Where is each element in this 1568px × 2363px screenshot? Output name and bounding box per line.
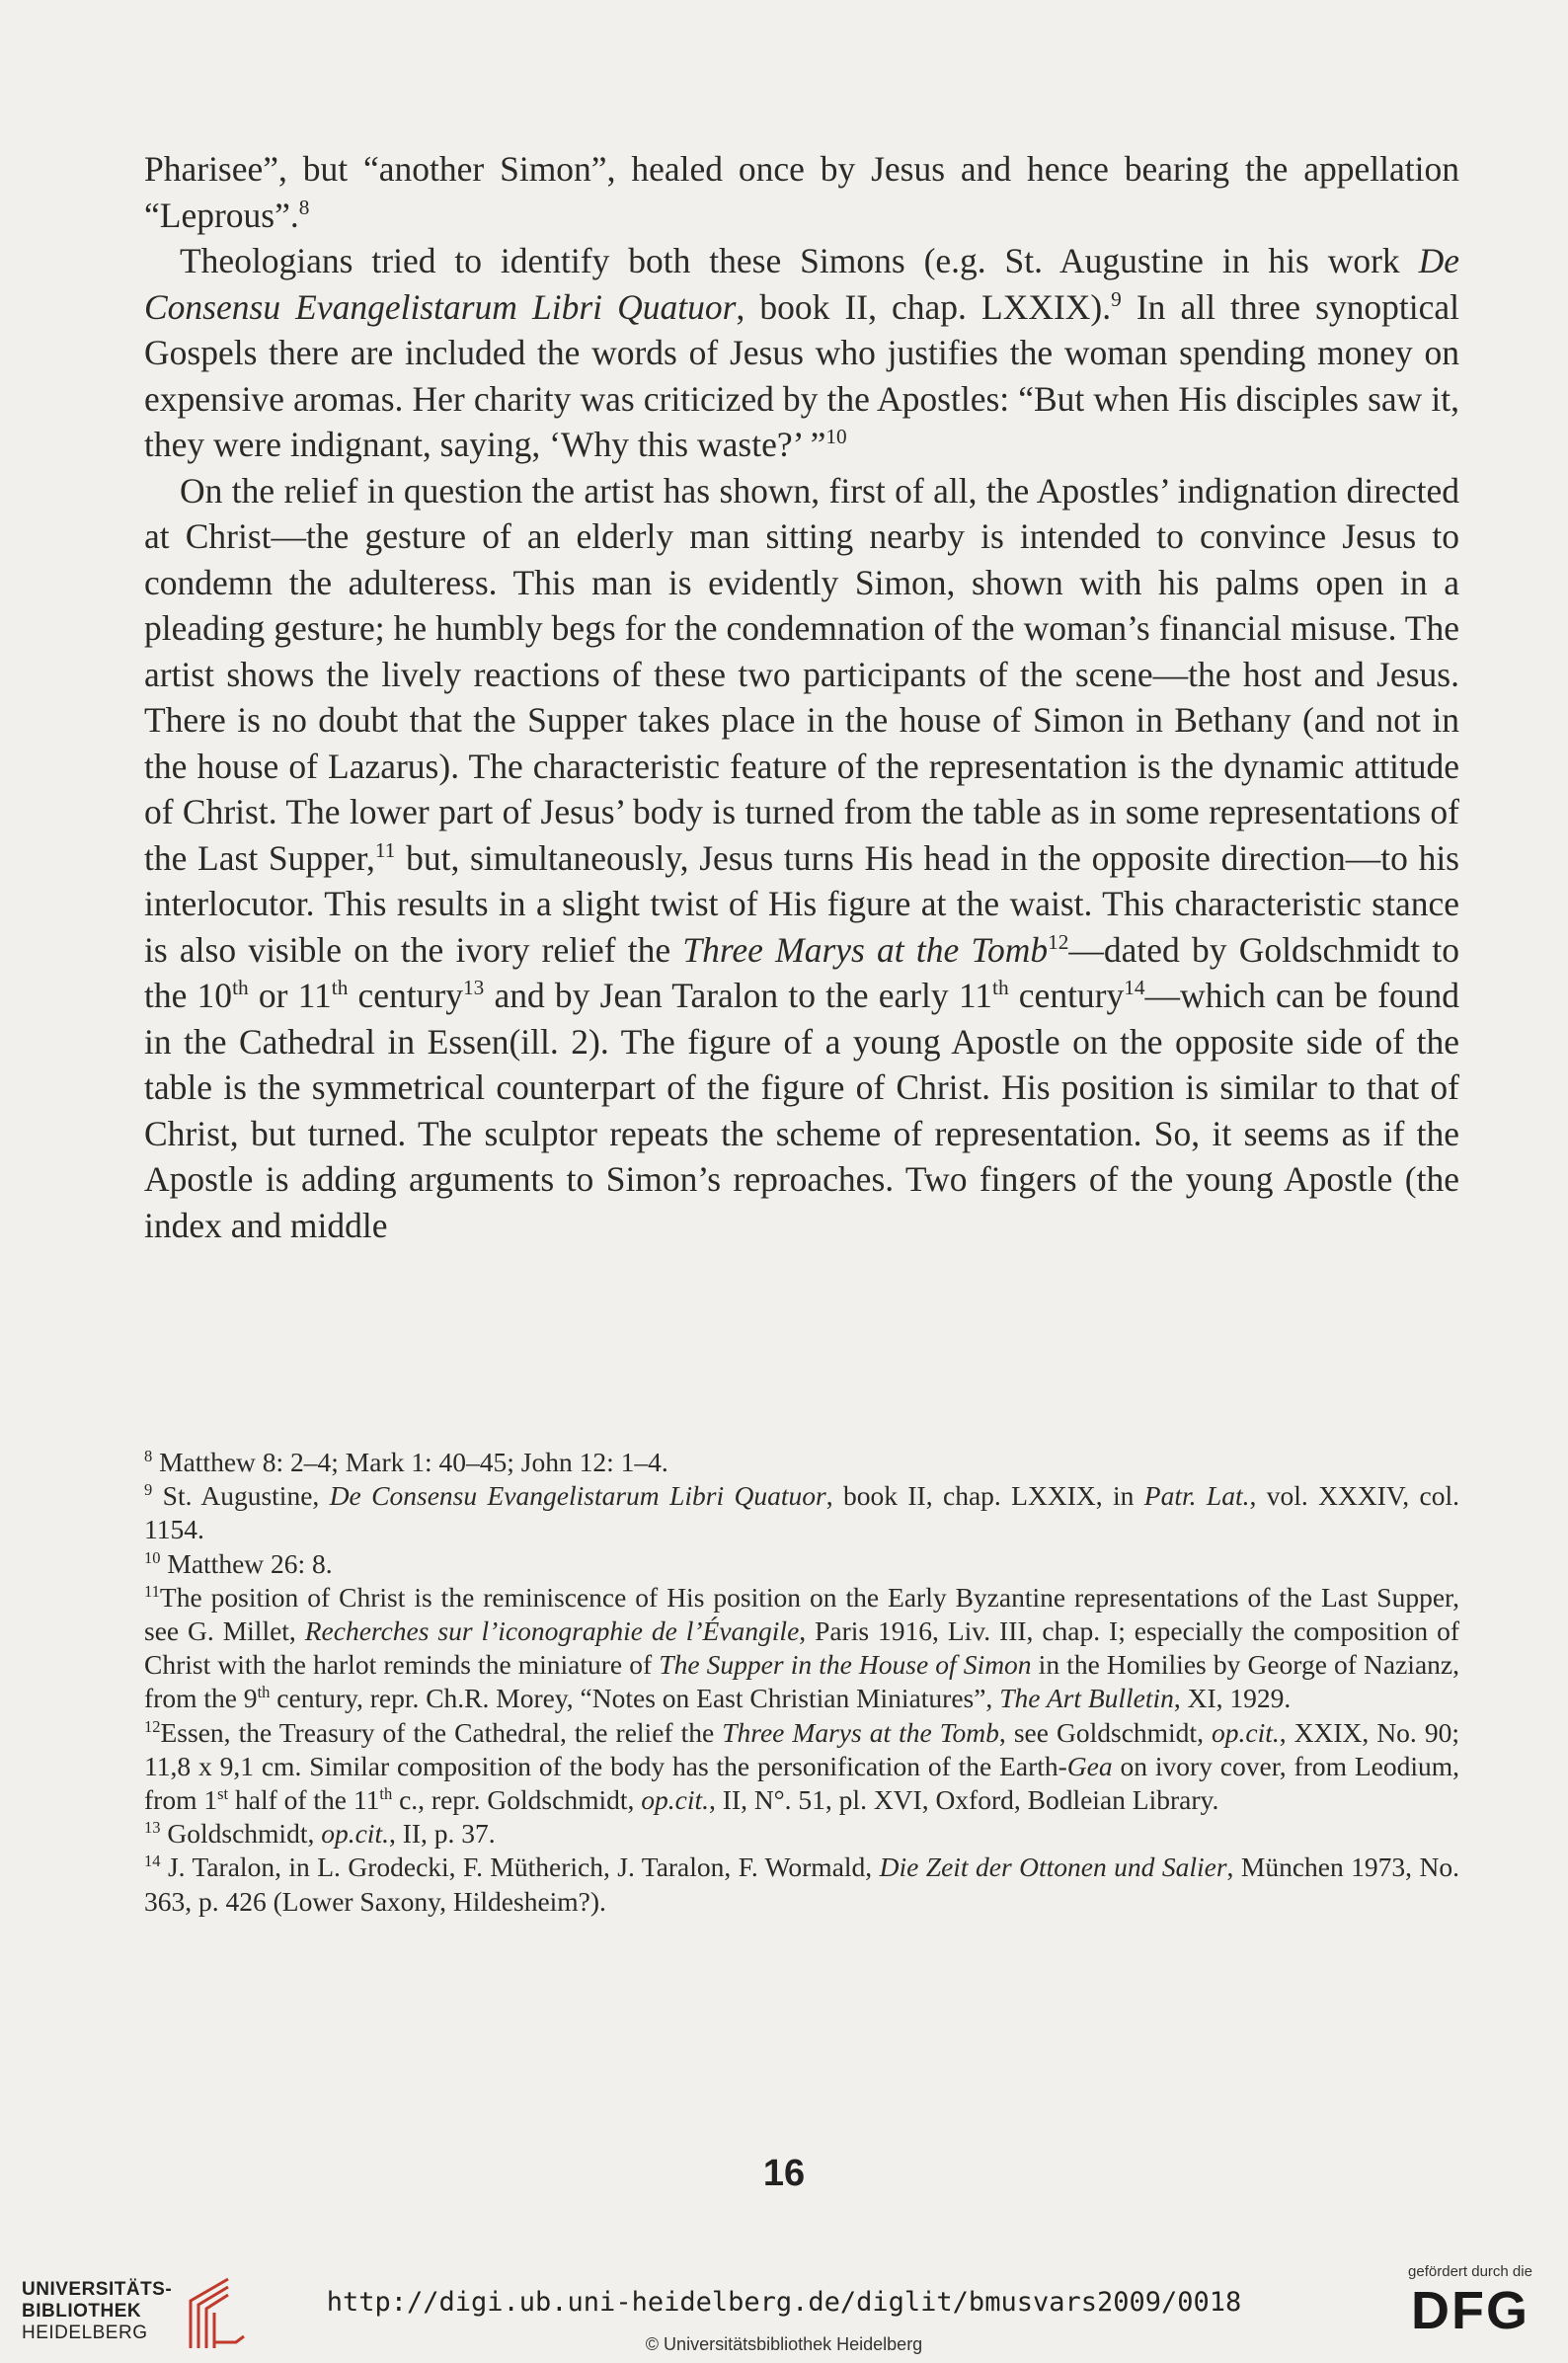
footnote-text: Goldschmidt, <box>160 1818 322 1850</box>
footnote-14 <box>144 1851 1459 1918</box>
work-title: Patr. Lat. <box>1143 1480 1250 1512</box>
footnote-text: in the Homilies by George of Nazianz, from the 9 <box>144 1649 1459 1714</box>
footnote-text: The position of Christ is the reminiscence of His position on the Early Byzantine representations of the Last Supper, see G. Millet, <box>144 1581 1459 1647</box>
footnote-number: 9 <box>144 1480 153 1500</box>
footnote-ref-10[interactable]: 10 <box>825 425 847 449</box>
relief-title: Three Marys at the Tomb <box>682 929 1049 970</box>
footnote-text: , München 1973, No. 363, p. 426 (Lower Saxony, Hildesheim?). <box>144 1851 1459 1917</box>
op-cit: op.cit. <box>321 1818 389 1850</box>
footnote-text: St. Augustine, <box>152 1480 330 1512</box>
footnote-text: , Paris 1916, Liv. III, chap. I; especially the composition of Christ with the harlot reminds the miniature of <box>144 1615 1459 1681</box>
permalink[interactable]: http://digi.ub.uni-heidelberg.de/diglit/bmusvars2009/0018 <box>326 2287 1242 2318</box>
digitization-footer <box>0 2251 1568 2363</box>
paragraph-1-text: Pharisee”, but “another Simon”, healed once by Jesus and hence bearing the appellation “Leprous”. <box>144 149 1459 235</box>
footnote-text: , II, p. 37. <box>388 1818 496 1850</box>
footnote-ref-12[interactable]: 12 <box>1048 929 1069 954</box>
library-line-1: UNIVERSITÄTS- <box>22 2279 173 2300</box>
footnote-12 <box>144 1716 1459 1818</box>
paragraph-1 <box>144 146 1459 238</box>
footnote-13 <box>144 1817 1459 1851</box>
op-cit: op.cit. <box>641 1784 709 1816</box>
copyright-notice: © Universitätsbibliothek Heidelberg <box>645 2334 923 2354</box>
paragraph-3-text-b: but, simultaneously, Jesus turns His head in the opposite direction—to his interlocutor. This results in a slight twist of His figure at the waist. This characteristic stance is also visible on the ivory relief the <box>144 837 1459 970</box>
footnote-ref-13[interactable]: 13 <box>463 976 485 1000</box>
ordinal-suffix: th <box>379 1783 393 1803</box>
footnote-8 <box>144 1446 1459 1479</box>
library-line-3: HEIDELBERG <box>22 2323 148 2343</box>
op-cit: op.cit. <box>1212 1716 1280 1748</box>
main-text <box>144 146 1459 1248</box>
paragraph-2-text-a: Theologians tried to identify both these Simons (e.g. St. Augustine in his work <box>180 241 1419 280</box>
ordinal-suffix: st <box>217 1783 229 1803</box>
footnote-9 <box>144 1479 1459 1546</box>
paragraph-3-text-e: century <box>348 976 463 1015</box>
paragraph-2-text-c: In all three synoptical Gospels there are included the words of Jesus who justifies the woman spending money on expensive aromas. Her charity was criticized by the Apostles: “But when His disciples saw it, they were indignant, saying, ‘Why this waste?’ ” <box>144 286 1459 464</box>
footnote-11 <box>144 1581 1459 1716</box>
footnote-text: , see Goldschmidt, <box>998 1716 1212 1748</box>
work-title: Die Zeit der Ottonen und Salier <box>879 1851 1227 1883</box>
paragraph-3-text-h: —which can be found in the Cathedral in Essen(ill. 2). The figure of a young Apostle on the opposite side of the table is the symmetrical counterpart of the figure of Christ. His position is similar to that of Christ, but turned. The sculptor repeats the scheme of representation. So, it seems as if the Apostle is adding arguments to Simon’s reproaches. Two fingers of the young Apostle (the index and middle <box>144 976 1459 1245</box>
footnote-text: , XXIX, No. 90; 11,8 x 9,1 cm. Similar composition of the body has the personification of the Earth- <box>144 1716 1459 1781</box>
ordinal-suffix: th <box>331 976 349 1000</box>
footnote-ref-8[interactable]: 8 <box>298 195 310 219</box>
footnotes <box>144 1446 1459 1919</box>
footnote-text: century, repr. Ch.R. Morey, “Notes on East Christian Miniatures”, <box>270 1683 1000 1714</box>
paragraph-3 <box>144 468 1459 1249</box>
footnote-text: , book II, chap. LXXIX, in <box>825 1480 1144 1512</box>
dfg-caption: gefördert durch die <box>1408 2263 1532 2280</box>
footnote-number: 11 <box>144 1581 160 1601</box>
work-title: De Consensu Evangelistarum Libri Quatuor <box>144 241 1459 327</box>
work-title: The Supper in the House of Simon <box>659 1649 1032 1681</box>
footnote-ref-9[interactable]: 9 <box>1111 286 1122 311</box>
footnote-text: c., repr. Goldschmidt, <box>392 1784 642 1816</box>
paragraph-2 <box>144 238 1459 468</box>
paragraph-3-text-d: or 11 <box>248 976 332 1015</box>
footnote-number: 13 <box>144 1818 161 1838</box>
footnote-10 <box>144 1547 1459 1581</box>
paragraph-3-text-a: On the relief in question the artist has shown, first of all, the Apostles’ indignation directed at Christ—the gesture of an elderly man sitting nearby is intended to convince Jesus to condemn the adulteress. This man is evidently Simon, shown with his palms open in a pleading gesture; he humbly begs for the condemnation of the woman’s financial misuse. The artist shows the lively reactions of these two participants of the scene—the host and Jesus. There is no doubt that the Supper takes place in the house of Simon in Bethany (and not in the house of Lazarus). The characteristic feature of the representation is the dynamic attitude of Christ. The lower part of Jesus’ body is turned from the table as in some representations of the Last Supper, <box>144 470 1459 878</box>
footnote-number: 14 <box>144 1851 161 1871</box>
paragraph-2-text-b: , book II, chap. LXXIX). <box>736 286 1112 327</box>
paragraph-3-text-f: and by Jean Taralon to the early 11 <box>484 976 993 1015</box>
footnote-text: , II, N°. 51, pl. XVI, Oxford, Bodleian Library. <box>709 1784 1219 1816</box>
footnote-number: 10 <box>144 1547 161 1567</box>
footnote-text: Matthew 26: 8. <box>160 1547 333 1579</box>
footnote-number: 12 <box>144 1716 161 1736</box>
footnote-number: 8 <box>144 1446 153 1465</box>
footnote-text: Essen, the Treasury of the Cathedral, the relief the <box>160 1716 723 1748</box>
ordinal-suffix: th <box>257 1683 271 1702</box>
work-title: The Art Bulletin <box>999 1683 1174 1714</box>
footnote-text: half of the 11 <box>228 1784 380 1816</box>
paragraph-3-text-c: —dated by Goldschmidt to the 10 <box>144 929 1459 1015</box>
library-line-2: BIBLIOTHEK <box>22 2301 142 2322</box>
work-title: De Consensu Evangelistarum Libri Quatuor <box>329 1480 826 1512</box>
dfg-sponsor[interactable] <box>1396 2263 1544 2341</box>
footnote-text: J. Taralon, in L. Grodecki, F. Mütherich, J. Taralon, F. Wormald, <box>160 1851 880 1883</box>
page-number: 16 <box>762 2153 806 2194</box>
work-title: Recherches sur l’iconographie de l’Évangile <box>304 1615 800 1647</box>
term: Gea <box>1066 1750 1113 1781</box>
footnote-text: on ivory cover, from Leodium, from 1 <box>144 1750 1459 1816</box>
footnote-text: Matthew 8: 2–4; Mark 1: 40–45; John 12: 1–4. <box>152 1447 668 1477</box>
ordinal-suffix: th <box>992 976 1009 1000</box>
work-title: Three Marys at the Tomb <box>722 1716 999 1748</box>
footnote-text: , vol. XXXIV, col. 1154. <box>144 1480 1459 1545</box>
ordinal-suffix: th <box>232 976 249 1000</box>
paragraph-3-text-g: century <box>1008 976 1125 1015</box>
footnote-ref-14[interactable]: 14 <box>1124 976 1145 1000</box>
dfg-logo: DFG <box>1411 2281 1529 2340</box>
footnote-ref-11[interactable]: 11 <box>374 837 396 862</box>
footnote-text: , XI, 1929. <box>1173 1683 1292 1714</box>
